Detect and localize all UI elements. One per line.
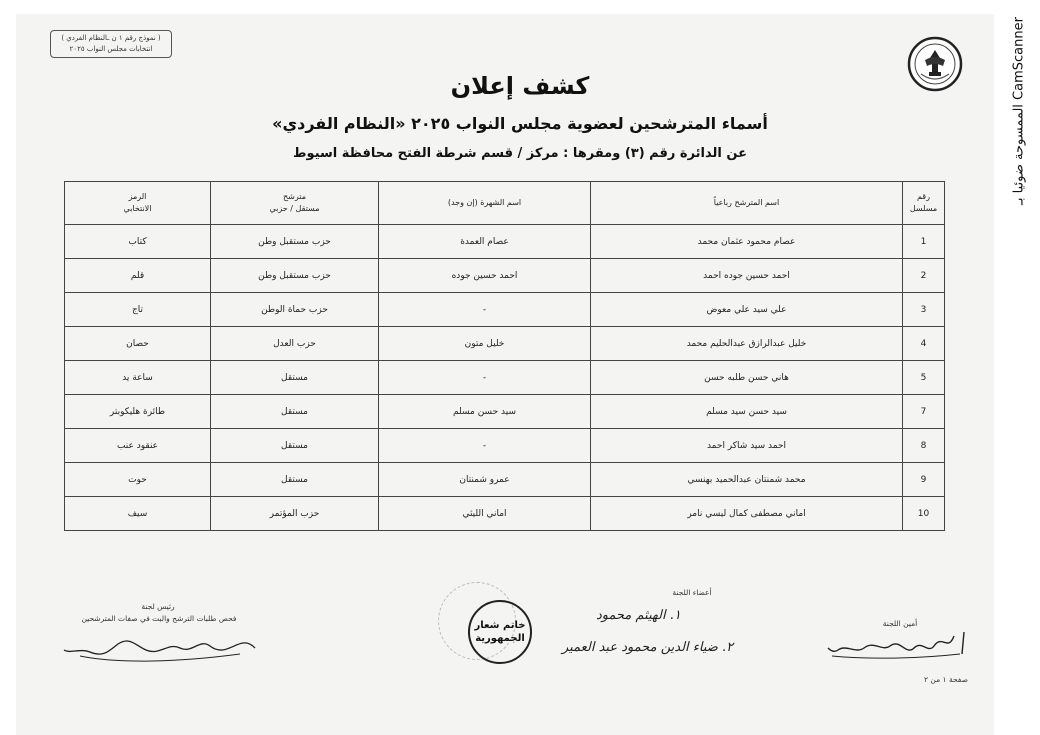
chair-signature (60, 624, 260, 668)
candidate-name-cell: عصام محمود عثمان محمد (591, 225, 903, 259)
column-header: الرمز الانتخابي (65, 182, 211, 225)
secretary-signature (824, 626, 969, 662)
republic-seal-stamp: خاتم شعار الجمهورية (468, 600, 532, 664)
table-header-row (65, 182, 945, 225)
affiliation-cell: حزب العدل (211, 327, 379, 361)
candidate-name-cell: سيد حسن سيد مسلم (591, 395, 903, 429)
candidate-name-cell: محمد شمنتان عبدالحميد بهنسي (591, 463, 903, 497)
row-number-cell: 3 (903, 293, 945, 327)
nickname-cell: خليل متون (379, 327, 591, 361)
column-header: اسم المترشح رباعياً (591, 182, 903, 225)
symbol-cell: ساعة يد (65, 361, 211, 395)
form-number-box (50, 30, 172, 58)
affiliation-cell: حزب مستقبل وطن (211, 225, 379, 259)
affiliation-cell: حزب حماة الوطن (211, 293, 379, 327)
member-two-signature: ٢. ضياء الدين محمود عبد العمير (562, 640, 734, 655)
district-line: عن الدائرة رقم (٣) ومقرها : مركز / قسم شرطة الفتح محافظة اسيوط (293, 146, 747, 161)
symbol-cell: عنقود عنب (65, 429, 211, 463)
affiliation-cell: حزب المؤتمر (211, 497, 379, 531)
candidate-name-cell: خليل عبدالرازق عبدالحليم محمد (591, 327, 903, 361)
affiliation-cell: مستقل (211, 429, 379, 463)
nickname-cell: عصام العمدة (379, 225, 591, 259)
symbol-cell: تاج (65, 293, 211, 327)
table-row (65, 395, 945, 429)
chair-title: رئيس لجنة (141, 602, 175, 611)
table-row (65, 327, 945, 361)
form-box-line1: ( نموذج رقم ١ ن ـالنظام الفردي ) (61, 34, 161, 42)
member-one-signature: ١. الهيثم محمود (596, 608, 681, 623)
table-row (65, 225, 945, 259)
secretary-title: أمين اللجنة (882, 619, 918, 628)
symbol-cell: سيف (65, 497, 211, 531)
nickname-cell: اماني الليثي (379, 497, 591, 531)
candidate-name-cell: احمد حسين جوده احمد (591, 259, 903, 293)
row-number-cell: 1 (903, 225, 945, 259)
symbol-cell: طائرة هليكوبتر (65, 395, 211, 429)
candidate-name-cell: اماني مصطفى كمال ليسي نامر (591, 497, 903, 531)
page-title: كشف إعلان (450, 72, 590, 100)
symbol-cell: قلم (65, 259, 211, 293)
row-number-cell: 5 (903, 361, 945, 395)
nickname-cell: سيد حسن مسلم (379, 395, 591, 429)
candidates-table (64, 181, 945, 531)
table-row (65, 259, 945, 293)
affiliation-cell: مستقل (211, 463, 379, 497)
row-number-cell: 2 (903, 259, 945, 293)
table-row (65, 429, 945, 463)
table-body (65, 225, 945, 531)
table-row (65, 497, 945, 531)
symbol-cell: حصان (65, 327, 211, 361)
nickname-cell: احمد حسين جوده (379, 259, 591, 293)
nickname-cell: - (379, 361, 591, 395)
nickname-cell: - (379, 429, 591, 463)
affiliation-cell: مستقل (211, 361, 379, 395)
candidate-name-cell: علي سيد علي معوض (591, 293, 903, 327)
row-number-cell: 4 (903, 327, 945, 361)
form-box-line2: انتخابات مجلس النواب ٢٠٢٥ (69, 45, 153, 53)
affiliation-cell: حزب مستقبل وطن (211, 259, 379, 293)
table-row (65, 463, 945, 497)
nickname-cell: عمرو شمنتان (379, 463, 591, 497)
candidate-name-cell: هاني حسن طلبه حسن (591, 361, 903, 395)
chair-subtitle: فحص طلبات الترشح والبت في صفات المترشحين (81, 614, 237, 623)
camscanner-watermark: الممسوحة ضوئيا بـ CamScanner (1011, 17, 1027, 205)
table-row (65, 361, 945, 395)
members-title: أعضاء اللجنة (672, 588, 712, 597)
symbol-cell: كتاب (65, 225, 211, 259)
table-row (65, 293, 945, 327)
page-number: صفحة ١ من ٢ (924, 675, 968, 684)
affiliation-cell: مستقل (211, 395, 379, 429)
column-header: رقم مسلسل (903, 182, 945, 225)
row-number-cell: 7 (903, 395, 945, 429)
page-subtitle: أسماء المترشحين لعضوية مجلس النواب ٢٠٢٥ «النظام الفردي» (272, 114, 768, 133)
column-header: اسم الشهرة (إن وجد) (379, 182, 591, 225)
nickname-cell: - (379, 293, 591, 327)
row-number-cell: 8 (903, 429, 945, 463)
column-header: مترشح مستقل / حزبي (211, 182, 379, 225)
symbol-cell: حوت (65, 463, 211, 497)
row-number-cell: 9 (903, 463, 945, 497)
row-number-cell: 10 (903, 497, 945, 531)
candidate-name-cell: احمد سيد شاكر احمد (591, 429, 903, 463)
